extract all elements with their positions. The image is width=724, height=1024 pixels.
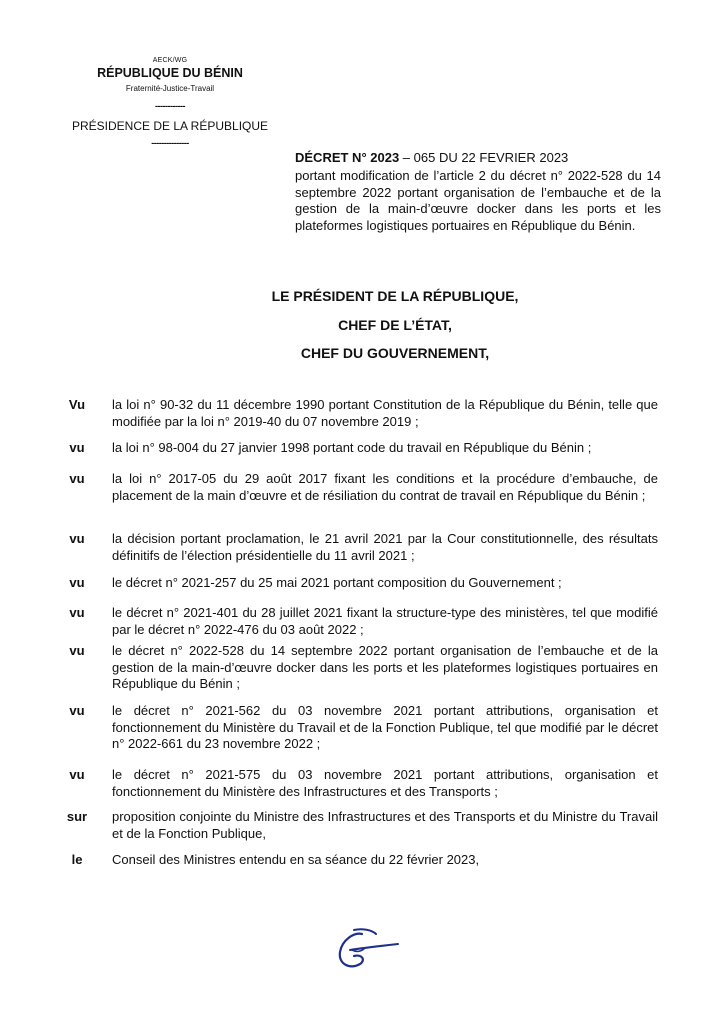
clause-text: la décision portant proclamation, le 21 avril 2021 par la Cour constitutionnelle, des résultats définitifs de l’élection présidentielle du 11 avril 2021 ;	[112, 531, 658, 563]
clause-keyword: vu	[69, 767, 85, 782]
clause-text: le décret n° 2021-401 du 28 juillet 2021 fixant la structure-type des ministères, tel que modifié par le décret n° 2022-476 du 03 août 2022 ;	[112, 605, 658, 637]
clause-keyword: vu	[69, 643, 85, 658]
president-heading-line1: LE PRÉSIDENT DE LA RÉPUBLIQUE,	[271, 288, 519, 304]
header-separator-1: ------------	[155, 101, 185, 111]
clause-text: la loi n° 98-004 du 27 janvier 1998 portant code du travail en République du Bénin ;	[112, 440, 592, 455]
decree-date: – 065 DU 22 FEVRIER 2023	[399, 150, 569, 165]
clause-text: proposition conjointe du Ministre des Infrastructures et des Transports et du Ministre du Travail et de la Fonction Publique,	[112, 809, 658, 841]
clause-keyword: Vu	[68, 397, 86, 412]
clause-keyword: vu	[69, 703, 85, 718]
republic-name: RÉPUBLIQUE DU BÉNIN	[97, 66, 243, 80]
president-heading-line2: CHEF DE L’ÉTAT,	[338, 317, 452, 333]
clause-keyword: vu	[69, 440, 85, 455]
clause-text: le décret n° 2021-562 du 03 novembre 2021 portant attributions, organisation et fonctionnement du Ministère du Travail et de la Fonction Publique, tel que modifié par le décret n° 2022-661 du 23 novembre 2022 ;	[112, 703, 658, 751]
signature-initial	[332, 926, 402, 974]
header-separator-2: ---------------	[151, 138, 189, 148]
national-motto: Fraternité-Justice-Travail	[125, 84, 215, 93]
clause-keyword: vu	[69, 575, 85, 590]
clause-keyword: vu	[69, 471, 85, 486]
decree-subject: portant modification de l’article 2 du décret n° 2022-528 du 14 septembre 2022 portant organisation de l’embauche et de la gestion de la main-d’œuvre docker dans les ports et les plateformes logistiques portuaires en République du Bénin.	[295, 168, 661, 233]
clause-text: le décret n° 2022-528 du 14 septembre 2022 portant organisation de l’embauche et de la gestion de la main-d’œuvre docker dans les ports et les plateformes logistiques portuaires en République du Bénin ;	[112, 643, 658, 691]
president-heading-line3: CHEF DU GOUVERNEMENT,	[300, 345, 490, 361]
clause-text: le décret n° 2021-257 du 25 mai 2021 portant composition du Gouvernement ;	[112, 575, 562, 590]
clause-text: la loi n° 90-32 du 11 décembre 1990 portant Constitution de la République du Bénin, telle que modifiée par la loi n° 2019-40 du 07 novembre 2019 ;	[112, 397, 658, 429]
clause-text: la loi n° 2017-05 du 29 août 2017 fixant les conditions et la procédure d’embauche, de placement de la main d’œuvre et de résiliation du contrat de travail en République du Bénin ;	[112, 471, 658, 503]
clause-text: Conseil des Ministres entendu en sa séance du 22 février 2023,	[112, 852, 480, 867]
decree-number: DÉCRET N° 2023	[295, 150, 400, 165]
clause-keyword: vu	[69, 531, 85, 546]
document-code: AECK/WG	[152, 57, 188, 64]
decree-title	[295, 150, 635, 165]
clause-keyword: le	[71, 852, 83, 867]
clause-keyword: vu	[69, 605, 85, 620]
clause-text: le décret n° 2021-575 du 03 novembre 2021 portant attributions, organisation et fonctionnement du Ministère des Infrastructures et des Transports ;	[112, 767, 658, 799]
presidency-label: PRÉSIDENCE DE LA RÉPUBLIQUE	[71, 119, 269, 133]
clause-keyword: sur	[66, 809, 88, 824]
